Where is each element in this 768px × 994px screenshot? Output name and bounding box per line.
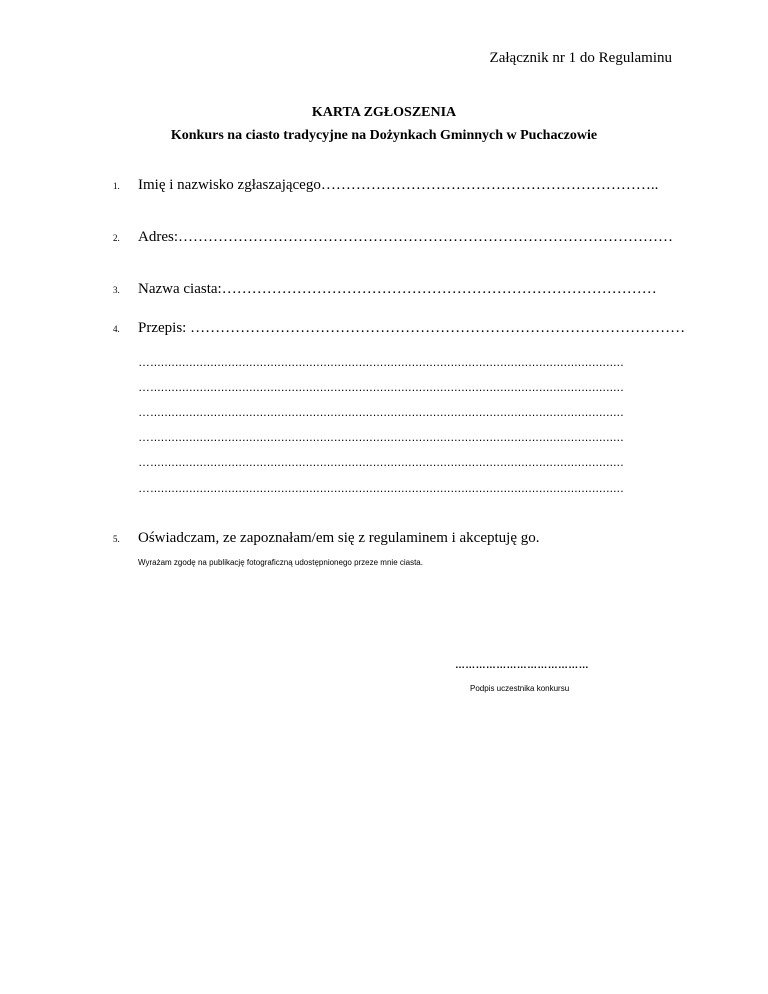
signature-label: Podpis uczestnika konkursu (470, 684, 570, 693)
item-number-5: 5. (113, 534, 120, 544)
recipe-line: …...................................................................................................................................... (138, 455, 624, 469)
declaration-text: Oświadczam, ze zapoznałam/em się z regulaminem i akceptuję go. (138, 530, 540, 546)
form-title: KARTA ZGŁOSZENIA (311, 105, 457, 120)
annex-note: Załącznik nr 1 do Regulaminu (489, 50, 672, 66)
item-number-1: 1. (113, 181, 120, 191)
form-subtitle: Konkurs na ciasto tradycyjne na Dożynkach Gminnych w Puchaczowie (170, 128, 598, 143)
recipe-line: …...................................................................................................................................... (138, 430, 624, 444)
item-number-4: 4. (113, 324, 120, 334)
recipe-line: …...................................................................................................................................... (138, 355, 624, 369)
field-recipe-label: Przepis: ……………………………………………………………………………………… (138, 320, 686, 336)
field-name-label: Imię i nazwisko zgłaszającego………………………………………………………….. (138, 177, 659, 193)
photo-consent-text: Wyrażam zgodę na publikację fotograficzną udostępnionego przeze mnie ciasta. (138, 558, 423, 567)
item-number-2: 2. (113, 233, 120, 243)
field-cake-name-label: Nazwa ciasta:…………………………………………………………………………… (138, 281, 657, 297)
recipe-line: …...................................................................................................................................... (138, 405, 624, 419)
item-number-3: 3. (113, 285, 120, 295)
field-address-label: Adres:……………………………………………………………………………………… (138, 229, 673, 245)
signature-line: ………………………………… (455, 660, 589, 671)
recipe-line: …...................................................................................................................................... (138, 380, 624, 394)
recipe-line: …...................................................................................................................................... (138, 481, 624, 495)
